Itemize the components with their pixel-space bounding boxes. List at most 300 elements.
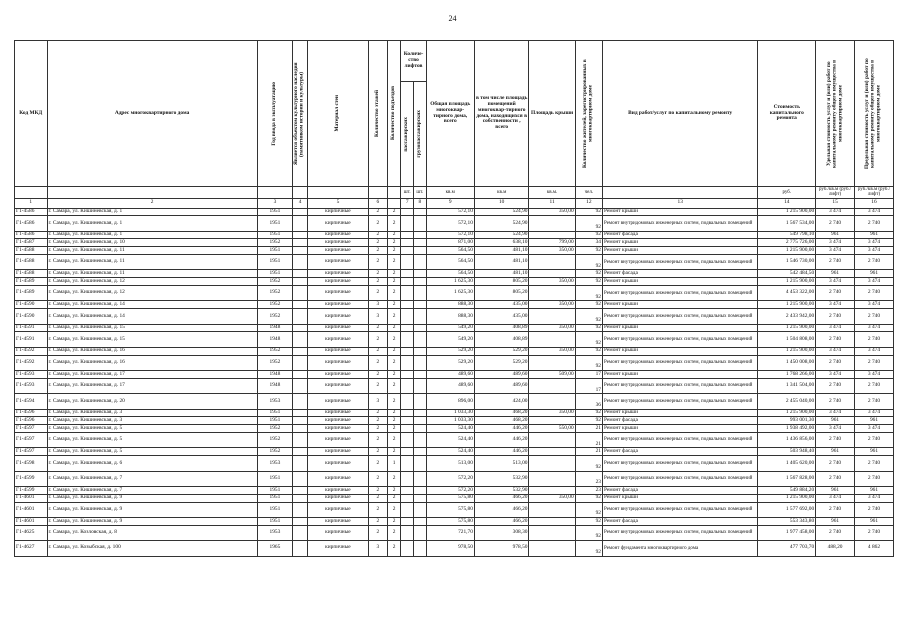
unit-cell bbox=[602, 187, 757, 199]
cell-residents: 92 bbox=[575, 270, 602, 278]
cell-address: г. Самара, ул. Кишиневская, д. 5 bbox=[47, 432, 257, 447]
cell-floors: 2 bbox=[368, 270, 387, 278]
cell-heritage bbox=[293, 371, 308, 379]
cell-lifts-cargo bbox=[414, 456, 427, 471]
table-row bbox=[15, 432, 894, 447]
cell-roof-area bbox=[529, 456, 575, 471]
col-entrances-header: Количество подъездов bbox=[387, 41, 401, 187]
cell-cost: 1 215 900,00 bbox=[758, 324, 816, 332]
table-body bbox=[15, 208, 894, 556]
cell-roof-area: 350,00 bbox=[529, 208, 575, 216]
cell-lifts-pass bbox=[401, 409, 414, 417]
cell-lifts-pass bbox=[401, 270, 414, 278]
cell-lifts-cargo bbox=[414, 541, 427, 556]
cell-walls: кирпичные bbox=[307, 432, 368, 447]
cell-entrances: 2 bbox=[387, 332, 401, 347]
cell-max-unit-cost: 3 474 bbox=[855, 239, 894, 247]
cell-address: г. Самара, ул. Кишиневская, д. 3 bbox=[47, 417, 257, 425]
cell-walls: кирпичные bbox=[307, 409, 368, 417]
cell-works: Ремонт фасада bbox=[602, 270, 757, 278]
cell-lifts-cargo bbox=[414, 371, 427, 379]
cell-walls: кирпичные bbox=[307, 494, 368, 502]
cell-unit-cost: 2 740 bbox=[816, 378, 855, 393]
unit-cell bbox=[387, 187, 401, 199]
cell-year: 1953 bbox=[257, 456, 293, 471]
cell-lifts-pass bbox=[401, 378, 414, 393]
unit-cell bbox=[15, 187, 48, 199]
cell-residents: 34 bbox=[575, 239, 602, 247]
cell-heritage bbox=[293, 247, 308, 255]
table-row bbox=[15, 409, 894, 417]
cell-residents: 92 bbox=[575, 417, 602, 425]
cell-works: Ремонт крыши bbox=[602, 208, 757, 216]
cell-works: Ремонт внутридомовых инженерных систем, подвальных помещений bbox=[602, 378, 757, 393]
cell-year: 1951 bbox=[257, 417, 293, 425]
cell-total-area: 1 033,30 bbox=[426, 417, 474, 425]
cell-total-area: 721,70 bbox=[426, 525, 474, 540]
cell-heritage bbox=[293, 286, 308, 301]
cell-max-unit-cost: 4 862 bbox=[855, 541, 894, 556]
cell-unit-cost: 961 bbox=[816, 448, 855, 456]
cell-total-area: 575,80 bbox=[426, 494, 474, 502]
cell-total-area: 871,00 bbox=[426, 239, 474, 247]
cell-residents: 92 bbox=[575, 231, 602, 239]
cell-total-area: 564,50 bbox=[426, 255, 474, 270]
cell-walls: кирпичные bbox=[307, 301, 368, 309]
cell-residents: 92 bbox=[575, 208, 602, 216]
cell-lifts-pass bbox=[401, 525, 414, 540]
cell-heritage bbox=[293, 425, 308, 433]
cell-residents: 92 bbox=[575, 247, 602, 255]
cell-code: Г1-4586 bbox=[15, 216, 48, 231]
cell-works: Ремонт крыши bbox=[602, 324, 757, 332]
cell-works: Ремонт крыши bbox=[602, 239, 757, 247]
table-row bbox=[15, 417, 894, 425]
cell-total-area: 572,10 bbox=[426, 231, 474, 239]
table-row bbox=[15, 525, 894, 540]
cell-max-unit-cost: 2 740 bbox=[855, 525, 894, 540]
cell-heritage bbox=[293, 301, 308, 309]
cell-cost: 1 215 900,00 bbox=[758, 409, 816, 417]
cell-lifts-cargo bbox=[414, 432, 427, 447]
cell-owned-area: 481,10 bbox=[474, 270, 529, 278]
cell-owned-area: 408,89 bbox=[474, 332, 529, 347]
cell-address: г. Самара, ул. Кишиневская, д. 11 bbox=[47, 255, 257, 270]
column-number: 2 bbox=[47, 198, 257, 208]
cell-unit-cost: 2 740 bbox=[816, 394, 855, 409]
cell-works: Ремонт фасада bbox=[602, 417, 757, 425]
cell-walls: кирпичные bbox=[307, 448, 368, 456]
cell-cost: 1 341 504,00 bbox=[758, 378, 816, 393]
cell-entrances: 2 bbox=[387, 216, 401, 231]
cell-year: 1952 bbox=[257, 309, 293, 324]
cell-heritage bbox=[293, 525, 308, 540]
cell-residents: 92 bbox=[575, 409, 602, 417]
cell-lifts-pass bbox=[401, 456, 414, 471]
cell-entrances: 2 bbox=[387, 525, 401, 540]
cell-walls: кирпичные bbox=[307, 502, 368, 517]
col-max-unit-cost-header: Предельная стоимость услуг и (или) работ по капитальному ремонту общего имущества в многоквартирном доме bbox=[855, 41, 894, 187]
cell-cost: 1 215 900,00 bbox=[758, 301, 816, 309]
cell-address: г. Самара, ул. Кишиневская, д. 1 bbox=[47, 208, 257, 216]
cell-year: 1948 bbox=[257, 332, 293, 347]
cell-residents: 92 bbox=[575, 494, 602, 502]
col-total-area-header: Общая площадь многоквар-тирного дома, всего bbox=[426, 41, 474, 187]
cell-floors: 3 bbox=[368, 309, 387, 324]
cell-roof-area: 509,00 bbox=[529, 371, 575, 379]
cell-cost: 1 450 008,00 bbox=[758, 355, 816, 370]
cell-walls: кирпичные bbox=[307, 525, 368, 540]
unit-cell: руб./кв.м (руб./лифт) bbox=[855, 187, 894, 199]
cell-address: г. Самара, ул. Кишиневская, д. 9 bbox=[47, 502, 257, 517]
col-floors-header: Количество этажей bbox=[368, 41, 387, 187]
cell-cost: 1 938 492,00 bbox=[758, 425, 816, 433]
cell-walls: кирпичные bbox=[307, 517, 368, 525]
cell-entrances: 2 bbox=[387, 255, 401, 270]
table-row bbox=[15, 347, 894, 355]
cell-walls: кирпичные bbox=[307, 247, 368, 255]
cell-owned-area: 529,20 bbox=[474, 347, 529, 355]
cell-roof-area: 350,00 bbox=[529, 409, 575, 417]
cell-residents: 92 bbox=[575, 541, 602, 556]
cell-entrances: 2 bbox=[387, 324, 401, 332]
cell-cost: 1 405 620,00 bbox=[758, 456, 816, 471]
cell-max-unit-cost: 961 bbox=[855, 270, 894, 278]
cell-walls: кирпичные bbox=[307, 231, 368, 239]
cell-lifts-pass bbox=[401, 239, 414, 247]
cell-code: Г1-4598 bbox=[15, 456, 48, 471]
cell-max-unit-cost: 2 740 bbox=[855, 355, 894, 370]
unit-cell: руб./кв.м (руб./лифт) bbox=[816, 187, 855, 199]
cell-works: Ремонт внутридомовых инженерных систем, подвальных помещений bbox=[602, 332, 757, 347]
cell-lifts-pass bbox=[401, 208, 414, 216]
cell-cost: 1 577 692,00 bbox=[758, 502, 816, 517]
cell-lifts-pass bbox=[401, 417, 414, 425]
cell-owned-area: 466,20 bbox=[474, 502, 529, 517]
cell-lifts-pass bbox=[401, 494, 414, 502]
cell-heritage bbox=[293, 456, 308, 471]
cell-owned-area: 524,90 bbox=[474, 216, 529, 231]
col-unit-cost-header: Удельная стоимость услуг и (или) работ по капитальному ремонту общего имущества в многоквартирном доме bbox=[816, 41, 855, 187]
cell-entrances: 2 bbox=[387, 378, 401, 393]
unit-cell: кв.м bbox=[474, 187, 529, 199]
cell-lifts-cargo bbox=[414, 417, 427, 425]
cell-roof-area bbox=[529, 255, 575, 270]
table-row bbox=[15, 448, 894, 456]
col-walls-header: Материал стен bbox=[307, 41, 368, 187]
cell-works: Ремонт внутридомовых инженерных систем, подвальных помещений bbox=[602, 394, 757, 409]
cell-year: 1951 bbox=[257, 255, 293, 270]
cell-owned-area: 466,20 bbox=[474, 517, 529, 525]
table-row bbox=[15, 456, 894, 471]
cell-code: Г1-4586 bbox=[15, 208, 48, 216]
cell-year: 1953 bbox=[257, 525, 293, 540]
cell-total-area: 978,50 bbox=[426, 541, 474, 556]
cell-cost: 4 453 322,00 bbox=[758, 286, 816, 301]
cell-total-area: 529,20 bbox=[426, 355, 474, 370]
cell-walls: кирпичные bbox=[307, 394, 368, 409]
cell-entrances: 2 bbox=[387, 301, 401, 309]
cell-residents: 92 bbox=[575, 216, 602, 231]
cell-lifts-cargo bbox=[414, 425, 427, 433]
cell-entrances: 2 bbox=[387, 286, 401, 301]
cell-lifts-cargo bbox=[414, 517, 427, 525]
cell-heritage bbox=[293, 541, 308, 556]
cell-total-area: 524,40 bbox=[426, 432, 474, 447]
cell-heritage bbox=[293, 324, 308, 332]
cell-year: 1952 bbox=[257, 301, 293, 309]
cell-cost: 993 001,30 bbox=[758, 417, 816, 425]
cell-code: Г1-4592 bbox=[15, 347, 48, 355]
cell-cost: 1 546 730,00 bbox=[758, 255, 816, 270]
cell-walls: кирпичные bbox=[307, 347, 368, 355]
cell-year: 1952 bbox=[257, 347, 293, 355]
cell-code: Г1-4591 bbox=[15, 324, 48, 332]
cell-lifts-pass bbox=[401, 517, 414, 525]
cell-entrances: 2 bbox=[387, 371, 401, 379]
cell-roof-area: 350,00 bbox=[529, 247, 575, 255]
cell-works: Ремонт внутридомовых инженерных систем, подвальных помещений bbox=[602, 355, 757, 370]
cell-works: Ремонт фасада bbox=[602, 486, 757, 494]
cell-lifts-cargo bbox=[414, 301, 427, 309]
cell-max-unit-cost: 2 740 bbox=[855, 378, 894, 393]
cell-lifts-cargo bbox=[414, 324, 427, 332]
cell-floors: 2 bbox=[368, 239, 387, 247]
cell-walls: кирпичные bbox=[307, 324, 368, 332]
cell-cost: 553 343,80 bbox=[758, 517, 816, 525]
cell-max-unit-cost: 961 bbox=[855, 486, 894, 494]
cell-total-area: 489,60 bbox=[426, 378, 474, 393]
cell-lifts-cargo bbox=[414, 208, 427, 216]
cell-works: Ремонт крыши bbox=[602, 425, 757, 433]
cell-address: г. Самара, ул. Кишиневская, д. 15 bbox=[47, 332, 257, 347]
column-number: 7 bbox=[401, 198, 414, 208]
cell-lifts-pass bbox=[401, 471, 414, 486]
cell-works: Ремонт крыши bbox=[602, 494, 757, 502]
col-owned-area-header: в том числе площадь помещений многоквар-тирного дома, находящихся в собственности , всего bbox=[474, 41, 529, 187]
cell-address: г. Самара, ул. Кишиневская, д. 20 bbox=[47, 394, 257, 409]
column-number: 3 bbox=[257, 198, 293, 208]
cell-lifts-cargo bbox=[414, 332, 427, 347]
cell-heritage bbox=[293, 417, 308, 425]
cell-roof-area bbox=[529, 394, 575, 409]
cell-entrances: 2 bbox=[387, 448, 401, 456]
cell-roof-area: 350,00 bbox=[529, 324, 575, 332]
cell-lifts-cargo bbox=[414, 278, 427, 286]
cell-max-unit-cost: 2 740 bbox=[855, 332, 894, 347]
cell-year: 1951 bbox=[257, 471, 293, 486]
cell-walls: кирпичные bbox=[307, 255, 368, 270]
cell-lifts-pass bbox=[401, 278, 414, 286]
table-row bbox=[15, 355, 894, 370]
cell-residents: 23 bbox=[575, 486, 602, 494]
cell-total-area: 1 033,30 bbox=[426, 409, 474, 417]
cell-entrances: 2 bbox=[387, 425, 401, 433]
cell-code: Г1-4591 bbox=[15, 332, 48, 347]
cell-entrances: 1 bbox=[387, 456, 401, 471]
cell-entrances: 2 bbox=[387, 517, 401, 525]
cell-entrances: 2 bbox=[387, 502, 401, 517]
cell-heritage bbox=[293, 332, 308, 347]
cell-works: Ремонт крыши bbox=[602, 409, 757, 417]
cell-lifts-cargo bbox=[414, 309, 427, 324]
column-number: 6 bbox=[368, 198, 387, 208]
cell-heritage bbox=[293, 216, 308, 231]
cell-roof-area: 799,00 bbox=[529, 239, 575, 247]
cell-year: 1952 bbox=[257, 448, 293, 456]
cell-code: Г1-4601 bbox=[15, 502, 48, 517]
cell-address: г. Самара, ул. Кишиневская, д. 16 bbox=[47, 355, 257, 370]
cell-entrances: 2 bbox=[387, 409, 401, 417]
column-number: 1 bbox=[15, 198, 48, 208]
cell-roof-area bbox=[529, 216, 575, 231]
cell-address: г. Самара, ул. Кишиневская, д. 5 bbox=[47, 425, 257, 433]
table-row bbox=[15, 371, 894, 379]
cell-floors: 2 bbox=[368, 278, 387, 286]
cell-lifts-pass bbox=[401, 216, 414, 231]
cell-code: Г1-4593 bbox=[15, 378, 48, 393]
cell-code: Г1-4594 bbox=[15, 394, 48, 409]
cell-unit-cost: 2 740 bbox=[816, 255, 855, 270]
cell-max-unit-cost: 3 474 bbox=[855, 324, 894, 332]
cell-heritage bbox=[293, 432, 308, 447]
cell-floors: 2 bbox=[368, 494, 387, 502]
cell-address: г. Самара, ул. Кишиневская, д. 17 bbox=[47, 378, 257, 393]
cell-walls: кирпичные bbox=[307, 216, 368, 231]
unit-cell: руб. bbox=[758, 187, 816, 199]
cell-code: Г1-4589 bbox=[15, 278, 48, 286]
cell-lifts-cargo bbox=[414, 247, 427, 255]
cell-residents: 92 bbox=[575, 309, 602, 324]
cell-entrances: 2 bbox=[387, 309, 401, 324]
cell-year: 1951 bbox=[257, 502, 293, 517]
cell-owned-area: 424,00 bbox=[474, 394, 529, 409]
unit-cell bbox=[257, 187, 293, 199]
cell-max-unit-cost: 2 740 bbox=[855, 309, 894, 324]
cell-works: Ремонт крыши bbox=[602, 278, 757, 286]
cell-unit-cost: 2 740 bbox=[816, 456, 855, 471]
cell-walls: кирпичные bbox=[307, 332, 368, 347]
table-row bbox=[15, 517, 894, 525]
cell-entrances: 2 bbox=[387, 239, 401, 247]
cell-year: 1952 bbox=[257, 286, 293, 301]
cell-entrances: 2 bbox=[387, 486, 401, 494]
cell-address: г. Самара, ул. Кишиневская, д. 6 bbox=[47, 456, 257, 471]
cell-lifts-pass bbox=[401, 255, 414, 270]
cell-unit-cost: 3 474 bbox=[816, 409, 855, 417]
cell-heritage bbox=[293, 309, 308, 324]
table-row bbox=[15, 239, 894, 247]
unit-cell: шт. bbox=[401, 187, 414, 199]
table-row bbox=[15, 541, 894, 556]
cell-cost: 1 504 808,00 bbox=[758, 332, 816, 347]
cell-walls: кирпичные bbox=[307, 309, 368, 324]
cell-unit-cost: 3 474 bbox=[816, 425, 855, 433]
cell-heritage bbox=[293, 517, 308, 525]
cell-floors: 2 bbox=[368, 456, 387, 471]
cell-owned-area: 805,20 bbox=[474, 278, 529, 286]
cell-roof-area: 350,00 bbox=[529, 278, 575, 286]
cell-lifts-pass bbox=[401, 324, 414, 332]
cell-walls: кирпичные bbox=[307, 425, 368, 433]
cell-address: г. Самара, ул. Кишиневская, д. 14 bbox=[47, 301, 257, 309]
cell-year: 1951 bbox=[257, 486, 293, 494]
cell-unit-cost: 2 740 bbox=[816, 525, 855, 540]
cell-floors: 2 bbox=[368, 371, 387, 379]
unit-cell: чел. bbox=[575, 187, 602, 199]
cell-lifts-cargo bbox=[414, 355, 427, 370]
cell-heritage bbox=[293, 502, 308, 517]
cell-floors: 2 bbox=[368, 208, 387, 216]
column-number: 14 bbox=[758, 198, 816, 208]
cell-code: Г1-4627 bbox=[15, 541, 48, 556]
col-address-header: Адрес многоквартирного дома bbox=[47, 41, 257, 187]
cell-owned-area: 466,20 bbox=[474, 494, 529, 502]
cell-residents: 92 bbox=[575, 301, 602, 309]
cell-total-area: 1 625,30 bbox=[426, 286, 474, 301]
cell-works: Ремонт внутридомовых инженерных систем, подвальных помещений bbox=[602, 525, 757, 540]
cell-residents: 21 bbox=[575, 425, 602, 433]
cell-roof-area bbox=[529, 471, 575, 486]
table-row bbox=[15, 471, 894, 486]
cell-owned-area: 532,90 bbox=[474, 486, 529, 494]
cell-max-unit-cost: 3 474 bbox=[855, 278, 894, 286]
cell-code: Г1-4597 bbox=[15, 432, 48, 447]
column-number: 5 bbox=[307, 198, 368, 208]
cell-max-unit-cost: 2 740 bbox=[855, 456, 894, 471]
cell-walls: кирпичные bbox=[307, 270, 368, 278]
cell-roof-area: 350,00 bbox=[529, 494, 575, 502]
cell-unit-cost: 3 474 bbox=[816, 324, 855, 332]
cell-address: г. Самара, ул. Кишиневская, д. 3 bbox=[47, 409, 257, 417]
cell-year: 1951 bbox=[257, 409, 293, 417]
cell-address: г. Самара, ул. Кишиневская, д. 11 bbox=[47, 270, 257, 278]
cell-residents: 92 bbox=[575, 502, 602, 517]
cell-owned-area: 435,00 bbox=[474, 309, 529, 324]
cell-owned-area: 481,10 bbox=[474, 247, 529, 255]
cell-address: г. Самара, ул. Кишиневская, д. 12 bbox=[47, 278, 257, 286]
cell-residents: 92 bbox=[575, 525, 602, 540]
cell-lifts-pass bbox=[401, 502, 414, 517]
cell-lifts-pass bbox=[401, 371, 414, 379]
header-row bbox=[15, 41, 894, 82]
cell-address: г. Самара, ул. Кишиневская, д. 1 bbox=[47, 231, 257, 239]
cell-max-unit-cost: 961 bbox=[855, 417, 894, 425]
cell-unit-cost: 961 bbox=[816, 231, 855, 239]
cell-residents: 17 bbox=[575, 371, 602, 379]
cell-roof-area: 350,00 bbox=[529, 301, 575, 309]
cell-year: 1951 bbox=[257, 270, 293, 278]
col-lifts-cargo-header: грузопассажирских bbox=[414, 82, 427, 187]
cell-unit-cost: 2 740 bbox=[816, 309, 855, 324]
cell-floors: 2 bbox=[368, 417, 387, 425]
cell-lifts-cargo bbox=[414, 448, 427, 456]
cell-works: Ремонт крыши bbox=[602, 247, 757, 255]
cell-works: Ремонт фундамента многоквартирного дома bbox=[602, 541, 757, 556]
unit-cell bbox=[47, 187, 257, 199]
col-code-header: Код МКД bbox=[15, 41, 48, 187]
cell-lifts-pass bbox=[401, 332, 414, 347]
cell-lifts-pass bbox=[401, 231, 414, 239]
cell-owned-area: 308,30 bbox=[474, 525, 529, 540]
cell-address: г. Самара, ул. Кишиневская, д. 16 bbox=[47, 347, 257, 355]
table-row bbox=[15, 324, 894, 332]
cell-year: 1948 bbox=[257, 378, 293, 393]
cell-walls: кирпичные bbox=[307, 456, 368, 471]
cell-address: г. Самара, ул. Кишиневская, д. 12 bbox=[47, 286, 257, 301]
column-number: 13 bbox=[602, 198, 757, 208]
cell-address: г. Самара, ул. Козловская, д. 8 bbox=[47, 525, 257, 540]
